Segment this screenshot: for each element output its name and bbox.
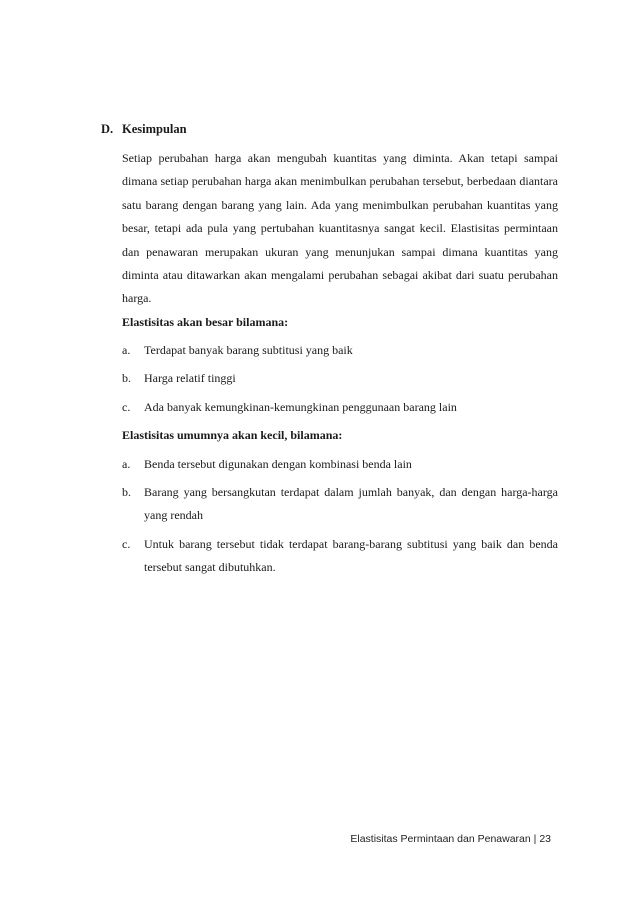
section-heading (101, 122, 187, 137)
list-item-text: Barang yang bersangkutan terdapat dalam jumlah banyak, dan dengan harga-harga yang rendah (144, 485, 558, 523)
list-marker: b. (122, 485, 131, 499)
list-item-text: Harga relatif tinggi (144, 371, 236, 385)
page-footer (350, 833, 551, 845)
list-marker: c. (122, 400, 131, 414)
list-item (122, 367, 558, 390)
list-item-text: Ada banyak kemungkinan-kemungkinan penggunaan barang lain (144, 400, 457, 414)
list-item-text: Benda tersebut digunakan dengan kombinasi benda lain (144, 457, 412, 471)
intro-paragraph: Setiap perubahan harga akan mengubah kuantitas yang diminta. Akan tetapi sampai dimana setiap perubahan harga akan menimbulkan perubahan tersebut, berbedaan diantara satu barang dengan barang yang lain. Ada yang menimbulkan perubahan kuantitas yang besar, tetapi ada pula yang pertubahan kuantitasnya sangat kecil. Elastisitas permintaan dan penawaran merupakan ukuran yang menunjukan sampai dimana kuantitas yang diminta atau ditawarkan akan mengalami perubahan sebagai akibat dari suatu perubahan harga. (122, 151, 558, 306)
small-elasticity-heading: Elastisitas umumnya akan kecil, bilamana: (122, 428, 343, 442)
large-elasticity-heading: Elastisitas akan besar bilamana: (122, 315, 289, 329)
list-item (122, 396, 558, 419)
list-marker: a. (122, 457, 131, 471)
footer-separator: | (533, 833, 537, 845)
section-letter: D. (101, 122, 114, 136)
footer-title: Elastisitas Permintaan dan Penawaran (350, 833, 531, 845)
list-item (122, 339, 558, 362)
page-number: 23 (539, 833, 551, 845)
list-marker: a. (122, 343, 131, 357)
list-item (122, 453, 558, 476)
list-marker: c. (122, 537, 131, 551)
list-item-text: Terdapat banyak barang subtitusi yang baik (144, 343, 353, 357)
list-item (122, 481, 558, 528)
list-marker: b. (122, 371, 131, 385)
list-item-text: Untuk barang tersebut tidak terdapat barang-barang subtitusi yang baik dan benda tersebut sangat dibutuhkan. (144, 537, 558, 575)
section-title: Kesimpulan (122, 122, 187, 136)
list-item (122, 533, 558, 580)
